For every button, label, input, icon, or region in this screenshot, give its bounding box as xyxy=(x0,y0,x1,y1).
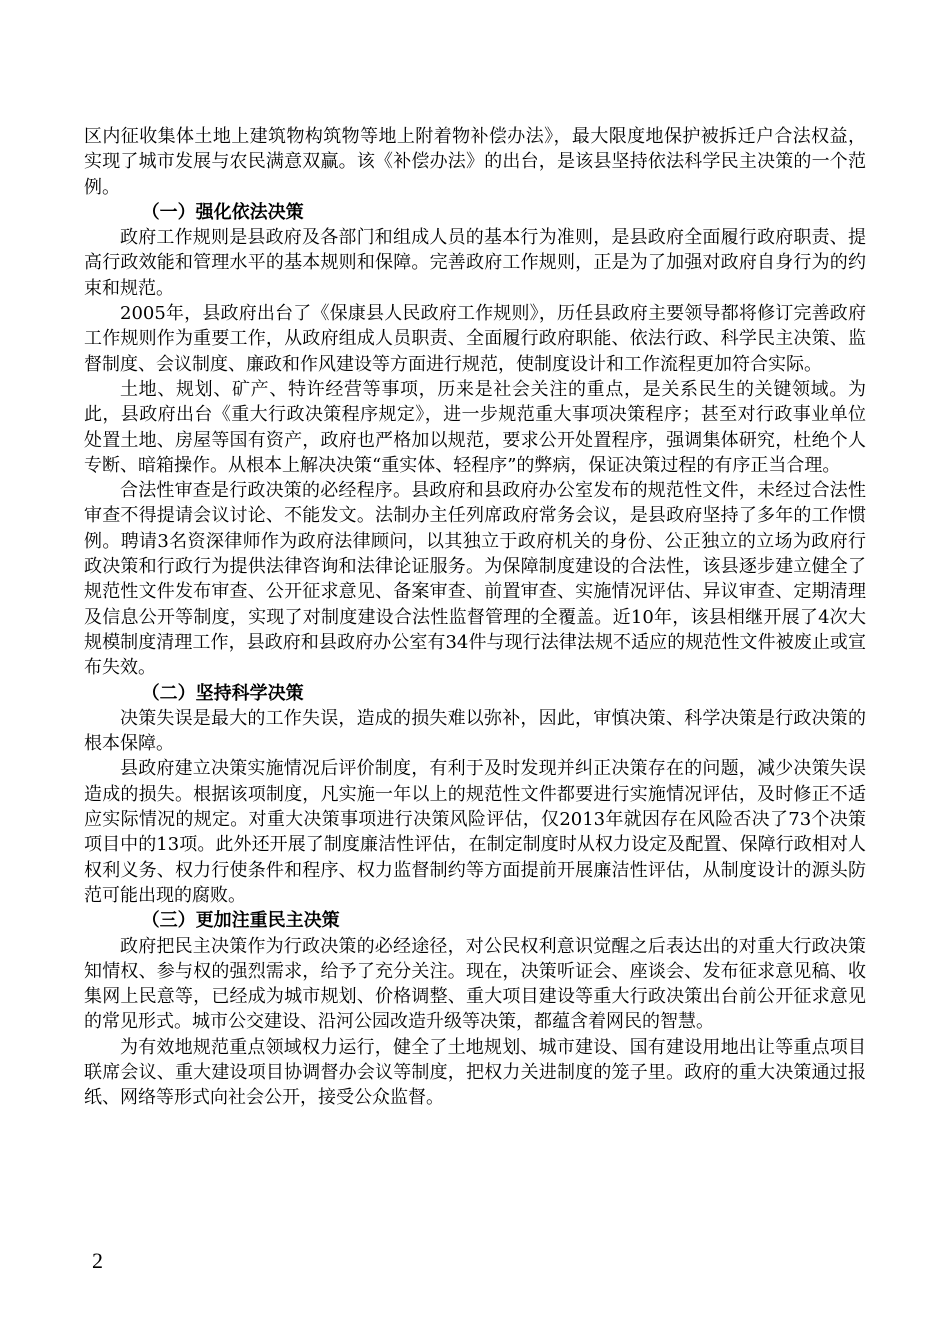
paragraph: 合法性审查是行政决策的必经程序。县政府和县政府办公室发布的规范性文件，未经过合法性审查不得提请会议讨论、不能发文。法制办主任列席政府常务会议，是县政府坚持了多年的工作惯例。聘请3名资深律师作为政府法律顾问，以其独立于政府机关的身份、公正独立的立场为政府行政决策和行政行为提供法律咨询和法律论证服务。为保障制度建设的合法性，该县逐步建立健全了规范性文件发布审查、公开征求意见、备案审查、前置审查、实施情况评估、异议审查、定期清理及信息公开等制度，实现了对制度建设合法性监督管理的全覆盖。近10年，该县相继开展了4次大规模制度清理工作，县政府和县政府办公室有34件与现行法律法规不适应的规范性文件被废止或宣布失效。 xyxy=(84,480,866,679)
paragraph: 政府把民主决策作为行政决策的必经途径，对公民权利意识觉醒之后表达出的对重大行政决策知情权、参与权的强烈需求，给予了充分关注。现在，决策听证会、座谈会、发布征求意见稿、收集网上民意等，已经成为城市规划、价格调整、重大项目建设等重大行政决策出台前公开征求意见的常见形式。城市公交建设、沿河公园改造升级等决策，都蕴含着网民的智慧。 xyxy=(84,935,866,1033)
section-heading-2: （二）坚持科学决策 xyxy=(141,682,304,704)
paragraph: 区内征收集体土地上建筑物构筑物等地上附着物补偿办法》，最大限度地保护被拆迁户合法权益，实现了城市发展与农民满意双赢。该《补偿办法》的出台，是该县坚持依法科学民主决策的一个范例。 xyxy=(84,126,866,198)
paragraph: 土地、规划、矿产、特许经营等事项，历来是社会关注的重点，是关系民生的关键领域。为此，县政府出台《重大行政决策程序规定》，进一步规范重大事项决策程序；甚至对行政事业单位处置土地、房屋等国有资产，政府也严格加以规范，要求公开处置程序，强调集体研究，杜绝个人专断、暗箱操作。从根本上解决决策“重实体、轻程序”的弊病，保证决策过程的有序正当合理。 xyxy=(84,378,866,476)
paragraph: 2005年，县政府出台了《保康县人民政府工作规则》，历任县政府主要领导都将修订完善政府工作规则作为重要工作，从政府组成人员职责、全面履行政府职能、依法行政、科学民主决策、监督制度、会议制度、廉政和作风建设等方面进行规范，使制度设计和工作流程更加符合实际。 xyxy=(84,303,866,375)
document-body xyxy=(84,124,866,1111)
paragraph: 政府工作规则是县政府及各部门和组成人员的基本行为准则，是县政府全面履行政府职责、提高行政效能和管理水平的基本规则和保障。完善政府工作规则，正是为了加强对政府自身行为的约束和规范。 xyxy=(84,227,866,299)
paragraph: 为有效地规范重点领域权力运行，健全了土地规划、城市建设、国有建设用地出让等重点项目联席会议、重大建设项目协调督办会议等制度，把权力关进制度的笼子里。政府的重大决策通过报纸、网络等形式向社会公开，接受公众监督。 xyxy=(84,1036,866,1109)
paragraph: 决策失误是最大的工作失误，造成的损失难以弥补，因此，审慎决策、科学决策是行政决策的根本保障。 xyxy=(84,707,866,755)
section-heading-3: （三）更加注重民主决策 xyxy=(141,910,340,932)
page-number: 2 xyxy=(92,1248,103,1273)
paragraph: 县政府建立决策实施情况后评价制度，有利于及时发现并纠正决策存在的问题，减少决策失误造成的损失。根据该项制度，凡实施一年以上的规范性文件都要进行实施情况评估，及时修正不适应实际情况的规定。对重大决策事项进行决策风险评估，仅2013年就因存在风险否决了73个决策项目中的13项。此外还开展了制度廉洁性评估，在制定制度时从权力设定及配置、保障行政相对人权利义务、权力行使条件和程序、权力监督制约等方面提前开展廉洁性评估，从制度设计的源头防范可能出现的腐败。 xyxy=(84,758,866,906)
section-heading-1: （一）强化依法决策 xyxy=(141,201,304,223)
